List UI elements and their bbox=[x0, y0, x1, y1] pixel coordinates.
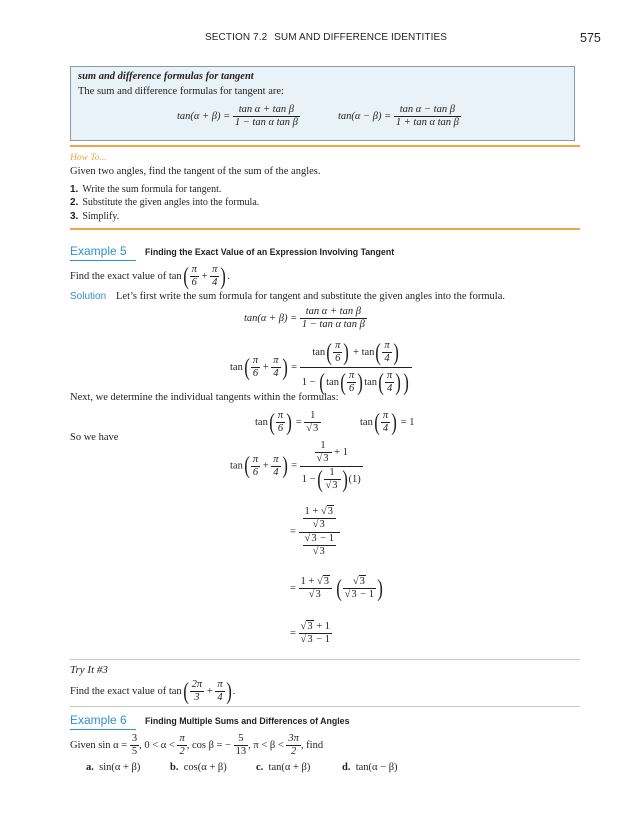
tryit-label: Try It #3 bbox=[70, 664, 108, 676]
part-a: a. sin(α + β) bbox=[86, 762, 141, 773]
so-we-have: So we have bbox=[70, 432, 119, 443]
example-5-prompt: Find the exact value of tan( $\frac{\pi}{6}$ + $\frac{\pi}{4}$ ). bbox=[70, 263, 230, 290]
example-6-given: Given sin α = $\frac{3}{5}$ , 0 < α < $\frac{\pi}{2}$ , cos β = − $\frac{5}{13}$ , π < β < $\frac{3\pi}{2}$ , find bbox=[70, 733, 324, 758]
next-text: Next, we determine the individual tangents within the formulas: bbox=[70, 392, 339, 403]
tryit-bottom-rule bbox=[70, 706, 580, 707]
tan-sum-formula: tan(α + β) = $\frac{\text{tan α + tan β}}{\text{1 − tan α tan β}}$ bbox=[177, 104, 298, 129]
example-6-label: Example 6 bbox=[70, 713, 127, 727]
tryit-top-rule bbox=[70, 659, 580, 660]
howto-bottom-rule bbox=[70, 228, 580, 230]
tan-diff-formula: tan(α − β) = $\frac{\text{tan α − tan β}}{\text{1 + tan α tan β}}$ bbox=[338, 104, 459, 129]
sum-formula-restated: tan(α + β) = $\frac{\text{tan α + tan β}}{\text{1 − tan α tan β}}$ bbox=[244, 306, 365, 331]
section-number: SECTION 7.2 bbox=[205, 32, 268, 43]
howto-label: How To... bbox=[70, 153, 107, 163]
tryit-prompt: Find the exact value of tan( $\frac{2\pi}{3}$ + $\frac{\pi}{4}$ ). bbox=[70, 678, 236, 705]
step-3-expression: = $\frac{1 + √3}{√3}$ ( $\frac{√3}{√3 - 1}$ ) bbox=[290, 575, 383, 602]
section-title: SUM AND DIFFERENCE IDENTITIES bbox=[274, 32, 448, 43]
substituted-formula: tan( $\frac{\pi}{6}$ + $\frac{\pi}{4}$ ) = tan( $\frac{\pi}{6}$ ) + tan( $\frac{\pi}{4}$ ) 1 − (tan( $\frac{\pi}{6}$ )tan( $\frac{\pi}{4}$ ) ) bbox=[230, 340, 412, 395]
howto-step: 1. Write the sum formula for tangent. bbox=[70, 184, 222, 195]
part-c: c. tan(α + β) bbox=[256, 762, 311, 773]
example-5-label: Example 5 bbox=[70, 244, 127, 258]
solution-intro: Let’s first write the sum formula for tangent and substitute the given angles into the formula. bbox=[116, 291, 505, 302]
howto-top-rule bbox=[70, 145, 580, 147]
step-1-expression: tan( $\frac{\pi}{6}$ + $\frac{\pi}{4}$ ) = $\frac{1}{√3}$ + 1 1 −( $\frac{1}{√3}$ )(1) bbox=[230, 440, 361, 493]
formula-box-title: sum and difference formulas for tangent bbox=[78, 71, 254, 82]
solution-label: Solution bbox=[70, 291, 107, 302]
final-answer: = $\frac{√3 + 1}{√3 - 1}$ bbox=[290, 621, 330, 646]
howto-step: 3. Simplify. bbox=[70, 211, 120, 222]
example-6-rule bbox=[70, 729, 136, 730]
tan-pi-4-value: tan( $\frac{\pi}{4}$ ) = 1 bbox=[360, 409, 415, 436]
example-5-rule bbox=[70, 260, 136, 261]
tan-pi-6-value: tan( $\frac{\pi}{6}$ ) = $\frac{1}{√3}$ bbox=[255, 410, 321, 435]
example-5-title: Finding the Exact Value of an Expression Involving Tangent bbox=[145, 247, 395, 257]
howto-intro: Given two angles, find the tangent of the sum of the angles. bbox=[70, 166, 321, 177]
page-number: 575 bbox=[580, 31, 601, 45]
part-d: d. tan(α − β) bbox=[342, 762, 398, 773]
formula-box-intro: The sum and difference formulas for tangent are: bbox=[78, 86, 284, 97]
step-2-expression: = $\frac{\frac{1 + √3}{√3}}{\frac{√3 - 1}{√3}}$ bbox=[290, 506, 340, 558]
example-6-title: Finding Multiple Sums and Differences of Angles bbox=[145, 716, 350, 726]
howto-step: 2. Substitute the given angles into the formula. bbox=[70, 197, 260, 208]
running-header bbox=[205, 32, 447, 43]
part-b: b. cos(α + β) bbox=[170, 762, 227, 773]
